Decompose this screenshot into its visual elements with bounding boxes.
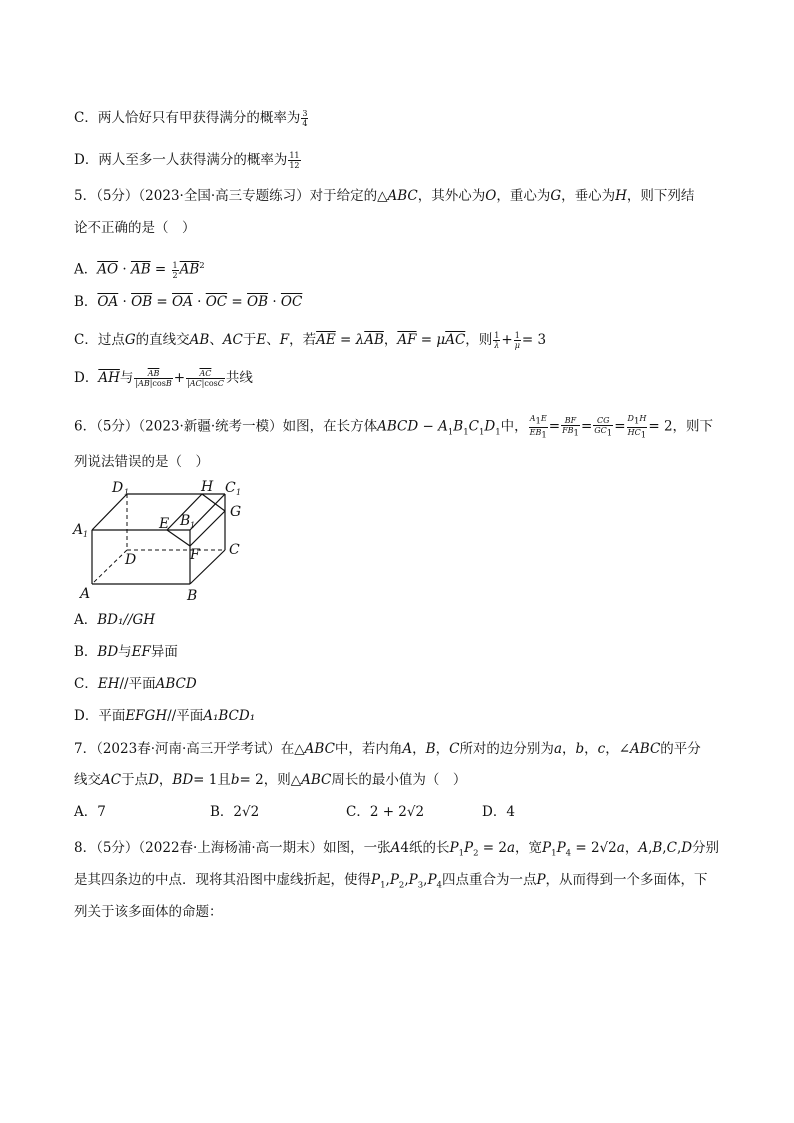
cuboid-figure xyxy=(70,474,250,604)
q8-stem-line3: 列关于该多面体的命题： xyxy=(74,904,223,920)
q5-option-b: B．$\overline{OA} \cdot \overline{OB} = \overline{OA} \cdot \overline{OC} = \overline{OB} \cdot \overline{OC}$ xyxy=(74,294,303,310)
svg-text:1: 1 xyxy=(236,488,242,497)
q7-stem-line1: 7．（2023春·河南·高三开学考试）在△ABC中，若内角A，B，C所对的边分别为a，b，c，∠ABC的平分 xyxy=(74,741,701,757)
q4-option-d: D．两人至多一人获得满分的概率为 $\frac{11}{12}$ xyxy=(74,151,300,170)
label-G: G xyxy=(230,504,242,520)
q5-option-c: C．过点G的直线交AB、AC于E、F，若$\overline{AE} = \lambda\overline{AB}$，$\overline{AF} = \mu\overline{AC}$，则 $\frac{1}{\lambda}$ + $\frac{1}{\mu}$ = 3 xyxy=(74,331,547,350)
q6-option-a: A．BD₁//GH xyxy=(74,612,156,628)
q8-stem-line1: 8．（5分）（2022春·上海杨浦·高一期末）如图，一张A4纸的长$P_1P_2 = 2a$，宽$P_1P_4 = 2√2a$，A,B,C,D分别 xyxy=(74,840,720,859)
q5-option-a: A．$\overline{AO} \cdot \overline{AB}$ = $\frac{1}{2}$ $\overline{AB}^2$ xyxy=(74,260,205,280)
q4-option-c: C．两人恰好只有甲获得满分的概率为 $\frac{3}{4}$ xyxy=(74,109,308,128)
svg-text:1: 1 xyxy=(83,530,89,539)
q7-option-a: A．7 xyxy=(74,804,106,820)
q7-option-c: C．2 + 2√2 xyxy=(346,804,425,820)
svg-text:1: 1 xyxy=(190,521,196,530)
label-E: E xyxy=(159,516,170,532)
label-B: B xyxy=(187,588,198,604)
q5-stem-line1: 5．（5分）（2023·全国·高三专题练习）对于给定的△ABC，其外心为O，重心为G，垂心为H，则下列结 xyxy=(74,188,695,204)
q6-option-d: D．平面EFGH//平面A₁BCD₁ xyxy=(74,708,256,724)
label-C: C xyxy=(229,542,240,558)
q8-stem-line2: 是其四条边的中点．现将其沿图中虚线折起，使得$P_1,P_2,P_3,P_4$四点重合为一点P，从而得到一个多面体，下 xyxy=(74,872,708,891)
q6-stem-line1: 6．（5分）（2023·新疆·统考一模）如图，在长方体ABCD − $A_1B_1C_1D_1$中， $\frac{A_1E}{EB_1}$ = $\frac{BF}{FB_1}$ = $\frac{CG}{GC_1}$ = $\frac{D_1H}{HC_1}$ = 2，则下 xyxy=(74,414,714,441)
label-F: F xyxy=(190,547,200,563)
label-B1: B xyxy=(180,513,191,529)
svg-text:1: 1 xyxy=(124,488,130,497)
q6-stem-line2: 列说法错误的是（ ） xyxy=(74,454,209,470)
label-A1: A xyxy=(73,522,84,538)
q5-option-d: D．$\overline{AH}$与 $\frac{\overline{AB}}{|\overline{AB}|\cos B}$ + $\frac{\overline{AC}}{|\overline{AC}|\cos C}$ 共线 xyxy=(74,369,253,388)
fraction: $\frac{11}{12}$ xyxy=(289,151,300,170)
label-C1: C xyxy=(225,480,236,496)
q5-stem-line2: 论不正确的是（ ） xyxy=(74,220,196,236)
q7-option-b: B．2√2 xyxy=(210,804,260,820)
fraction: $\frac{3}{4}$ xyxy=(302,109,308,128)
label-A: A xyxy=(80,586,91,602)
q7-options xyxy=(74,802,515,822)
q6-option-c: C．EH//平面ABCD xyxy=(74,676,197,692)
label-H: H xyxy=(201,479,214,495)
q7-stem-line2: 线交AC于点D，BD= 1且b= 2，则△ABC周长的最小值为（ ） xyxy=(74,772,467,788)
q7-option-d: D．4 xyxy=(482,804,515,820)
label-D1: D xyxy=(112,480,124,496)
label-D: D xyxy=(125,552,137,568)
q6-option-b: B．BD与EF异面 xyxy=(74,644,178,660)
